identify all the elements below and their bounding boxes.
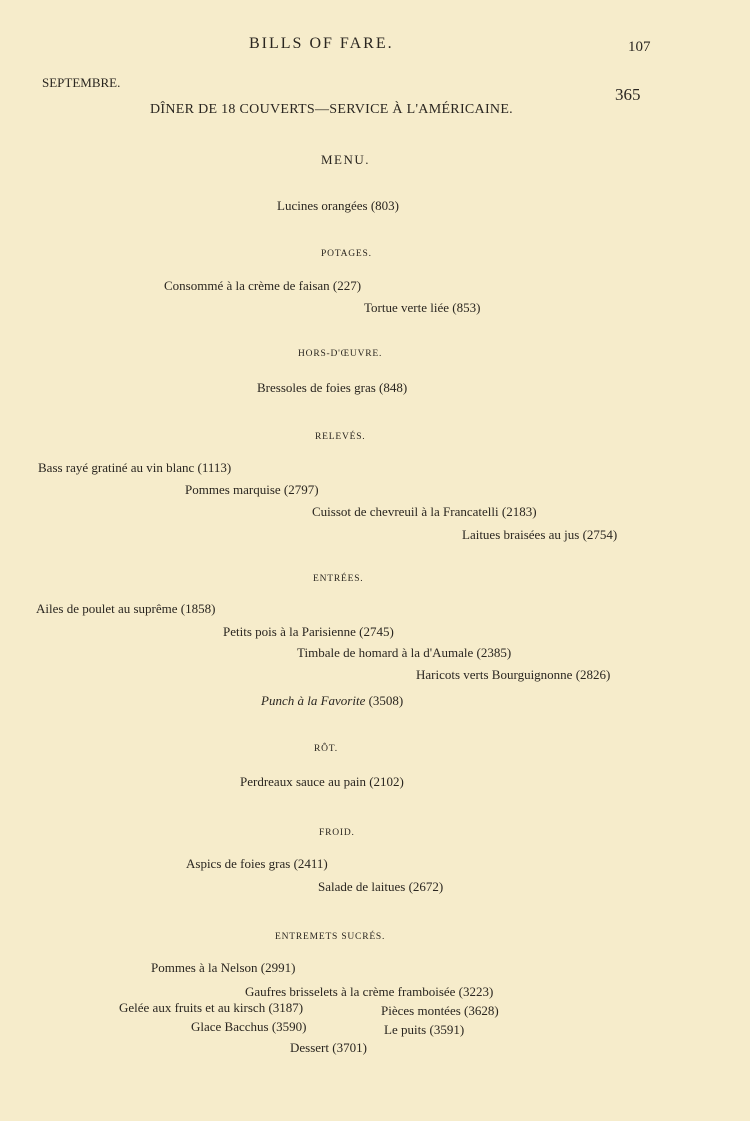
menu-number: 365 — [615, 85, 641, 104]
punch-label: Punch à la Favorite — [261, 693, 366, 708]
menu-item: Ailes de poulet au suprême (1858) — [36, 601, 216, 616]
menu-item: Aspics de foies gras (2411) — [186, 856, 328, 871]
menu-item: Gelée aux fruits et au kirsch (3187) — [119, 1000, 304, 1015]
section-heading-froid: FROID. — [319, 828, 355, 838]
page-number: 107 — [628, 39, 651, 55]
menu-item: Cuissot de chevreuil à la Francatelli (2183) — [312, 504, 537, 519]
menu-item: Tortue verte liée (853) — [364, 300, 481, 315]
menu-item: Bass rayé gratiné au vin blanc (1113) — [38, 460, 232, 475]
menu-item: Le puits (3591) — [384, 1022, 465, 1037]
section-heading-entremets: ENTREMETS SUCRÉS. — [275, 932, 386, 942]
section-heading-rot: RÔT. — [314, 744, 338, 754]
menu-item: Laitues braisées au jus (2754) — [462, 527, 618, 542]
menu-item: Bressoles de foies gras (848) — [257, 380, 408, 395]
punch-ref: (3508) — [365, 693, 404, 708]
menu-item: Haricots verts Bourguignonne (2826) — [416, 667, 611, 682]
menu-item: Glace Bacchus (3590) — [191, 1019, 307, 1034]
menu-item: Gaufres brisselets à la crème framboisée (3223) — [245, 984, 494, 999]
menu-item: Pommes à la Nelson (2991) — [151, 960, 296, 975]
menu-item: Dessert (3701) — [290, 1040, 367, 1055]
running-title: BILLS OF FARE. — [249, 35, 394, 52]
menu-item: Consommé à la crème de faisan (227) — [164, 278, 362, 293]
menu-item: Pièces montées (3628) — [381, 1003, 499, 1018]
month-label: SEPTEMBRE. — [42, 75, 121, 90]
menu-item: Petits pois à la Parisienne (2745) — [223, 624, 394, 639]
menu-item: Timbale de homard à la d'Aumale (2385) — [297, 645, 512, 660]
punch-item — [261, 694, 403, 707]
menu-item: Salade de laitues (2672) — [318, 879, 444, 894]
menu-item: Perdreaux sauce au pain (2102) — [240, 774, 404, 789]
menu-heading: MENU. — [321, 152, 371, 167]
dinner-title: DÎNER DE 18 COUVERTS—SERVICE À L'AMÉRICAINE. — [150, 102, 513, 117]
section-heading-hors-doeuvre: HORS-D'ŒUVRE. — [298, 349, 383, 359]
opening-dish: Lucines orangées (803) — [277, 198, 400, 213]
section-heading-potages: POTAGES. — [321, 249, 372, 259]
section-heading-entrees: ENTRÉES. — [313, 574, 364, 584]
menu-item: Pommes marquise (2797) — [185, 482, 319, 497]
section-heading-releves: RELEVÉS. — [315, 432, 366, 442]
